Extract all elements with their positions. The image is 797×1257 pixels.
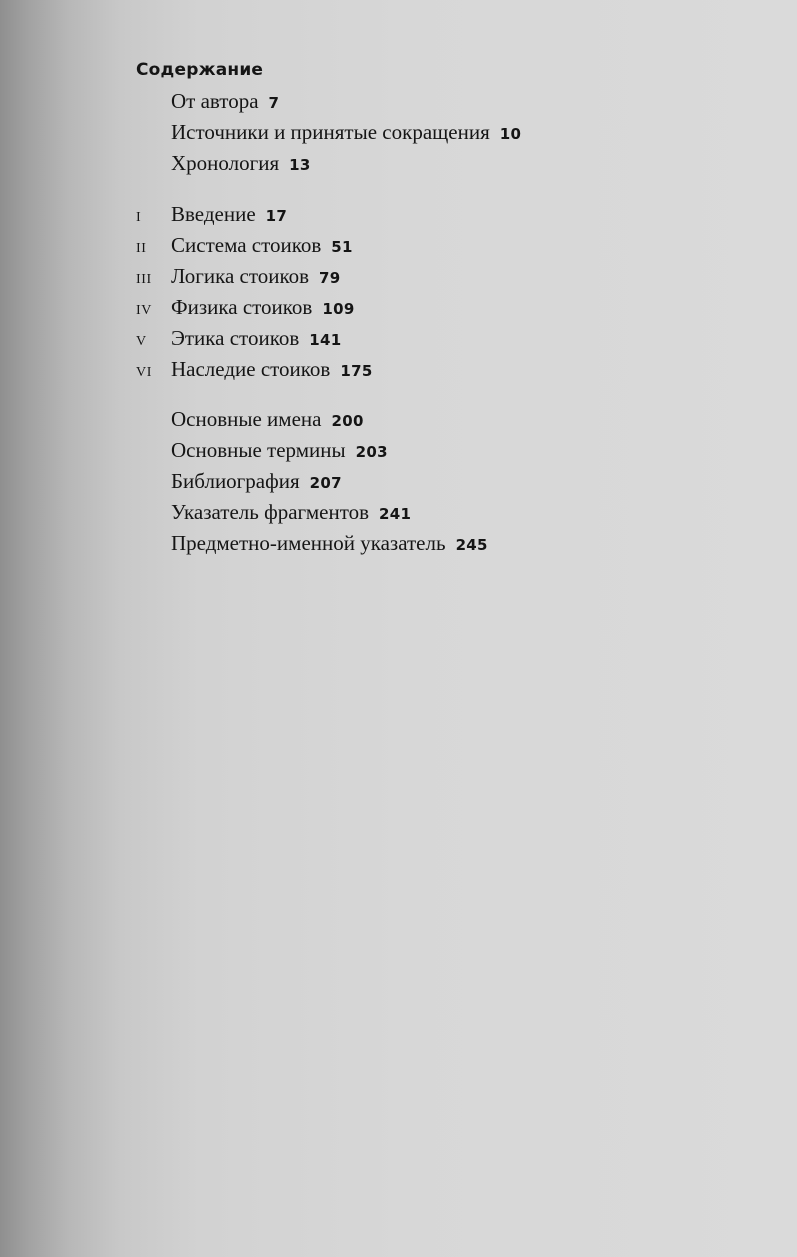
toc-entry-chapter-2[interactable] [136, 233, 353, 261]
entry-label: Хронология [171, 151, 280, 175]
toc-entry-front-2[interactable] [136, 120, 521, 148]
entry-page-number: 79 [319, 269, 341, 287]
entry-label: Физика стоиков [171, 295, 313, 319]
entry-label: Логика стоиков [171, 264, 310, 288]
entry-page-number: 175 [340, 362, 373, 380]
entry-page-number: 207 [309, 474, 342, 492]
entry-label: Основные имена [171, 407, 322, 431]
entry-page-number: 200 [331, 412, 364, 430]
entry-page-number: 17 [265, 207, 288, 225]
chapter-numeral: I [136, 210, 142, 225]
toc-entry-chapter-4[interactable] [136, 295, 355, 323]
entry-label: Указатель фрагментов [171, 500, 370, 524]
entry-page-number: 51 [331, 238, 353, 256]
entry-page-number: 13 [289, 156, 311, 174]
toc-entry-back-4[interactable] [136, 500, 411, 528]
toc-entry-front-1[interactable] [136, 89, 279, 117]
toc-entry-chapter-5[interactable] [136, 326, 341, 354]
entry-label: От автора [171, 89, 259, 113]
chapter-numeral: II [136, 241, 147, 256]
toc-entry-back-5[interactable] [136, 531, 488, 559]
entry-label: Введение [171, 202, 256, 226]
entry-label: Система стоиков [171, 233, 322, 257]
toc-entry-front-3[interactable] [136, 151, 311, 179]
toc-entry-back-1[interactable] [136, 407, 364, 435]
entry-label: Предметно-именной указатель [171, 531, 446, 555]
entry-page-number: 7 [268, 94, 280, 112]
toc-entry-back-2[interactable] [136, 438, 388, 466]
chapter-numeral: V [136, 334, 147, 349]
chapter-numeral: III [136, 272, 152, 287]
toc-entry-chapter-6[interactable] [136, 357, 373, 385]
entry-page-number: 109 [322, 300, 355, 318]
entry-label: Основные термины [171, 438, 346, 462]
toc-entry-back-3[interactable] [136, 469, 342, 497]
entry-label: Этика стоиков [171, 326, 300, 350]
entry-page-number: 245 [455, 536, 488, 554]
entry-page-number: 241 [379, 505, 412, 523]
toc-title: Содержание [136, 60, 264, 80]
entry-label: Источники и принятые сокращения [171, 120, 490, 144]
entry-label: Библиография [171, 469, 300, 493]
entry-page-number: 141 [309, 331, 342, 349]
entry-page-number: 10 [499, 125, 522, 143]
chapter-numeral: VI [136, 365, 152, 380]
entry-page-number: 203 [355, 443, 388, 461]
toc-entry-chapter-3[interactable] [136, 264, 341, 292]
entry-label: Наследие стоиков [171, 357, 331, 381]
chapter-numeral: IV [136, 303, 152, 318]
toc-entry-chapter-1[interactable] [136, 202, 287, 230]
